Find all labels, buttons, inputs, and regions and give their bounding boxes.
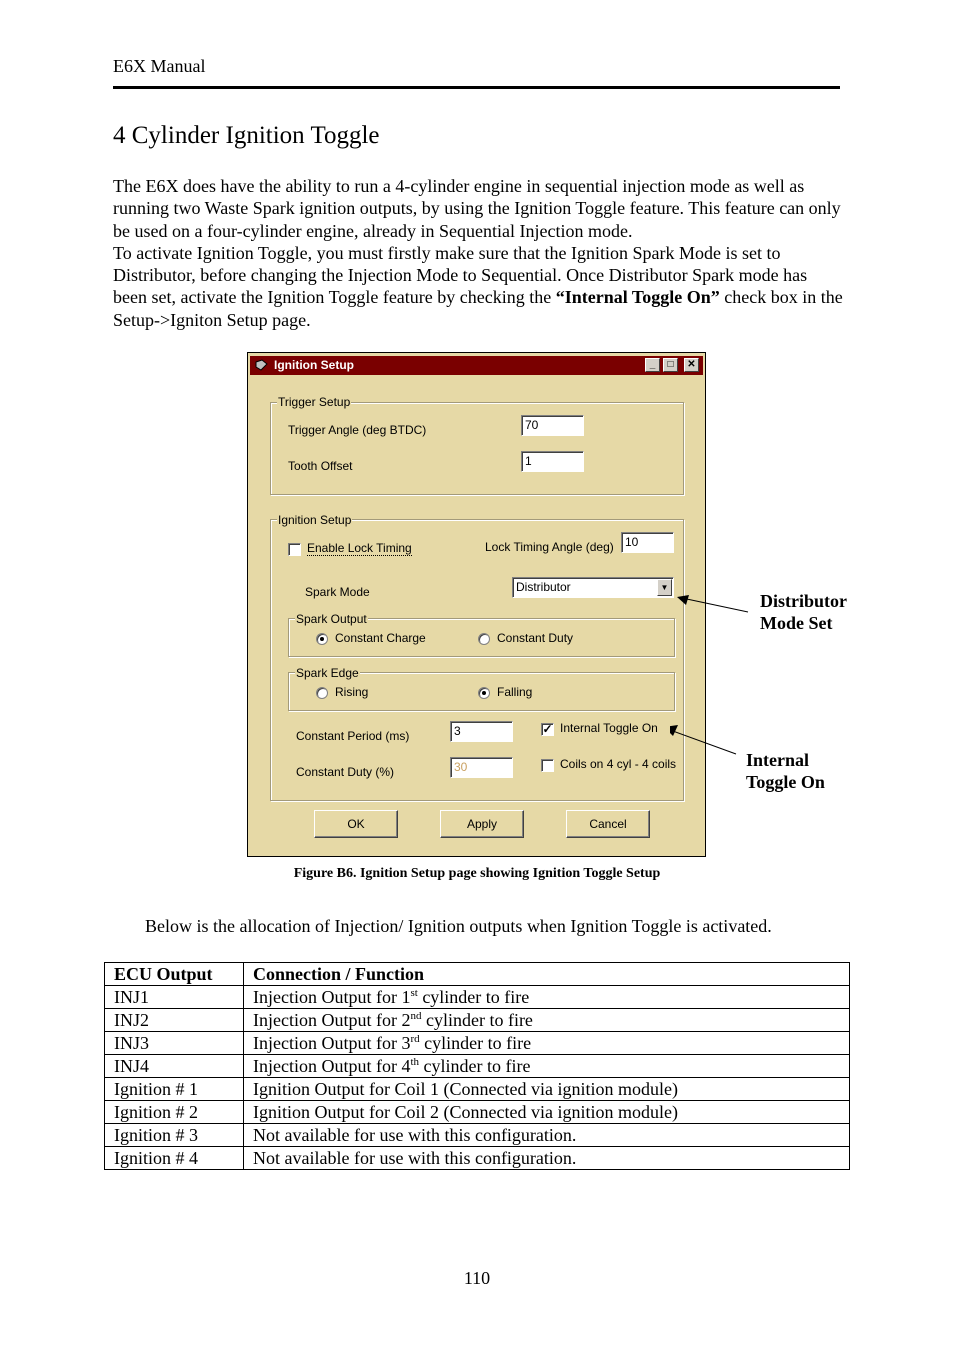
trigger-setup-label: Trigger Setup: [278, 395, 351, 409]
running-header: E6X Manual: [113, 56, 206, 76]
chevron-down-icon[interactable]: ▼: [657, 579, 672, 596]
cancel-button[interactable]: Cancel: [566, 810, 650, 838]
ignition-setup-dialog: [247, 352, 706, 857]
toggle-arrow-line: [670, 730, 736, 754]
constant-duty-input[interactable]: 30: [450, 757, 513, 778]
table-row: [105, 1147, 850, 1170]
minimize-button[interactable]: _: [645, 358, 660, 372]
table-row: [105, 1124, 850, 1147]
allocation-intro: Below is the allocation of Injection/ Ignition outputs when Ignition Toggle is activated.: [145, 916, 772, 936]
callout-internal-toggle-on: Internal Toggle On: [746, 750, 825, 792]
ecu-output-cell: INJ3: [105, 1032, 244, 1055]
tooth-offset-label: Tooth Offset: [288, 459, 353, 473]
dialog-title: Ignition Setup: [274, 358, 354, 372]
toggle-arrowhead: [670, 725, 678, 736]
apply-button[interactable]: Apply: [440, 810, 524, 838]
constant-period-label: Constant Period (ms): [296, 729, 410, 743]
constant-period-input[interactable]: 3: [450, 721, 513, 742]
ecu-output-cell: INJ1: [105, 986, 244, 1009]
coils-4cyl-label[interactable]: Coils on 4 cyl - 4 coils: [560, 757, 677, 771]
function-cell: Ignition Output for Coil 1 (Connected via ignition module): [244, 1078, 850, 1101]
function-cell: Injection Output for 4th cylinder to fire: [244, 1055, 850, 1078]
function-cell: Injection Output for 3rd cylinder to fire: [244, 1032, 850, 1055]
function-cell: Not available for use with this configuration.: [244, 1147, 850, 1170]
table-row: [105, 1032, 850, 1055]
intro-text: [113, 175, 843, 331]
ok-button[interactable]: OK: [314, 810, 398, 838]
falling-label[interactable]: Falling: [497, 685, 533, 699]
ecu-output-cell: Ignition # 1: [105, 1078, 244, 1101]
ecu-output-cell: Ignition # 4: [105, 1147, 244, 1170]
constant-charge-label[interactable]: Constant Charge: [335, 631, 426, 645]
constant-duty-radio[interactable]: [478, 633, 490, 645]
ecu-output-cell: INJ4: [105, 1055, 244, 1078]
table-row: [105, 986, 850, 1009]
ecu-output-cell: Ignition # 2: [105, 1101, 244, 1124]
figure-caption: Figure B6. Ignition Setup page showing Ignition Toggle Setup: [293, 866, 661, 881]
intro-paragraph-2: To activate Ignition Toggle, you must firstly make sure that the Ignition Spark Mode is set to Distributor, before changing the Injection Mode to Sequential. Once Distributor Spark mode has been set, activate the Ignition Toggle feature by checking the “Internal Toggle On” check box in the Setup->Igniton Setup page.: [113, 242, 843, 330]
function-cell: Ignition Output for Coil 2 (Connected via ignition module): [244, 1101, 850, 1124]
page-number: 110: [463, 1268, 491, 1288]
table-row: [105, 1009, 850, 1032]
spark-output-label: Spark Output: [296, 612, 367, 626]
output-allocation-table: [104, 962, 850, 1170]
function-cell: Not available for use with this configuration.: [244, 1124, 850, 1147]
header-rule: [113, 86, 840, 89]
constant-duty-option-label[interactable]: Constant Duty: [497, 631, 574, 645]
table-header-row: [105, 963, 850, 986]
column-header-connection: Connection / Function: [244, 963, 850, 986]
coils-4cyl-checkbox[interactable]: [541, 759, 554, 772]
constant-duty-label: Constant Duty (%): [296, 765, 395, 779]
section-heading: 4 Cylinder Ignition Toggle: [113, 122, 380, 149]
app-icon: [255, 359, 268, 371]
enable-lock-timing-label[interactable]: Enable Lock Timing: [307, 541, 412, 555]
rising-label[interactable]: Rising: [335, 685, 369, 699]
intro-paragraph-1: The E6X does have the ability to run a 4-cylinder engine in sequential injection mode as well as running two Waste Spark ignition outputs, by using the Ignition Toggle feature. This feature can only be used on a four-cylinder engine, already in Sequential Injection mode.: [113, 176, 841, 241]
ignition-setup-label: Ignition Setup: [278, 513, 352, 527]
spark-edge-label: Spark Edge: [296, 666, 359, 680]
tooth-offset-input[interactable]: 1: [521, 451, 584, 472]
ecu-output-cell: Ignition # 3: [105, 1124, 244, 1147]
spark-mode-select[interactable]: [512, 577, 674, 598]
spark-mode-value: Distributor: [516, 580, 571, 594]
table-row: [105, 1078, 850, 1101]
internal-toggle-checkbox[interactable]: ✓: [542, 722, 553, 736]
column-header-ecu-output: ECU Output: [105, 963, 244, 986]
maximize-button[interactable]: □: [663, 358, 678, 372]
ecu-output-cell: INJ2: [105, 1009, 244, 1032]
trigger-angle-label: Trigger Angle (deg BTDC): [288, 423, 427, 437]
table-row: [105, 1101, 850, 1124]
close-button[interactable]: ✕: [684, 358, 699, 372]
distributor-arrowhead: [677, 595, 689, 605]
spark-mode-label: Spark Mode: [305, 585, 370, 599]
function-cell: Injection Output for 2nd cylinder to fire: [244, 1009, 850, 1032]
table-row: [105, 1055, 850, 1078]
trigger-angle-input[interactable]: 70: [521, 415, 584, 436]
constant-charge-radio[interactable]: [316, 633, 328, 645]
function-cell: Injection Output for 1st cylinder to fire: [244, 986, 850, 1009]
callout-distributor-mode-set: Distributor Mode Set: [760, 591, 847, 633]
trigger-setup-group: [270, 402, 684, 495]
rising-radio[interactable]: [316, 687, 328, 699]
falling-radio[interactable]: [478, 687, 490, 699]
callout-arrows: [670, 585, 760, 760]
lock-timing-angle-label: Lock Timing Angle (deg): [485, 540, 614, 554]
distributor-arrow-line: [682, 598, 748, 612]
internal-toggle-label[interactable]: Internal Toggle On: [560, 721, 658, 735]
lock-timing-angle-input[interactable]: 10: [621, 532, 674, 553]
enable-lock-timing-checkbox[interactable]: [288, 543, 301, 556]
dialog-titlebar[interactable]: [250, 356, 703, 375]
